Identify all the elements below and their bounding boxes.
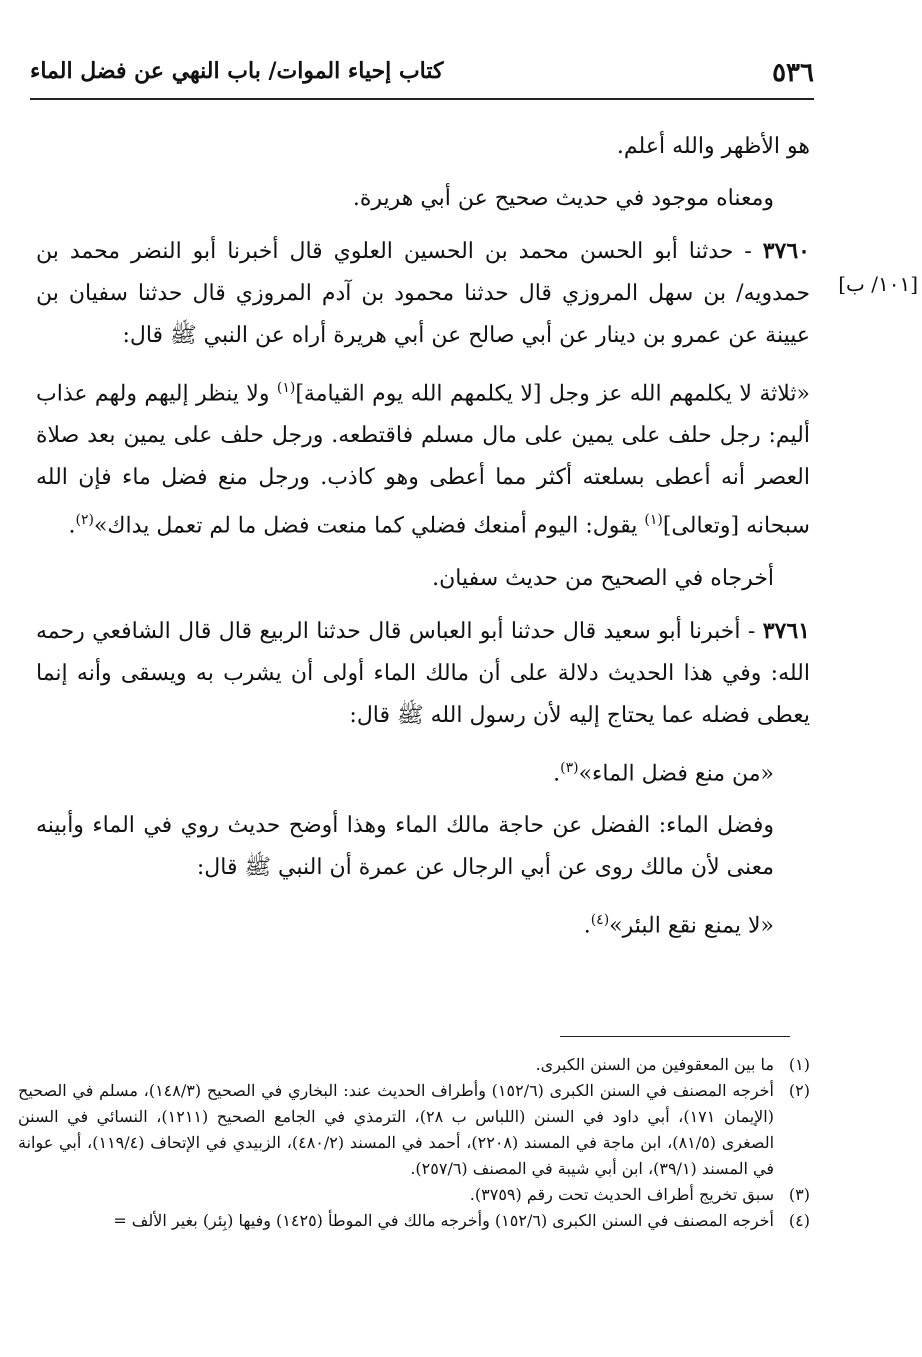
hadith-number: ٣٧٦١ [762,617,810,644]
hadith-number: ٣٧٦٠ [762,238,810,264]
footnote-1 [18,1052,810,1078]
footnote-ref: (٢) [75,512,94,529]
quote-text: «لا يمنع نقع البئر» [609,913,774,939]
quote-text: «من منع فضل الماء» [578,760,774,786]
footnote-3 [18,1182,810,1208]
quote-end: . [553,760,561,786]
footnote-ref: (١) [644,512,663,529]
main-text [36,126,810,957]
paragraph-fadl-explanation: وفضل الماء: الفضل عن حاجة مالك الماء وهذا أوضح حديث روي في الماء وأبينه معنى لأن مالك روى عن أبي الرجال عن عمرة أن النبي ﷺ قال: [36,812,774,880]
footnote-separator [560,1036,790,1037]
footnote-number: (٤) [788,1211,810,1230]
hadith-3760 [36,230,810,357]
hadith-3760-matn [36,367,810,548]
footnote-number: (٢) [788,1081,810,1100]
matn-part: «ثلاثة لا يكلمهم الله عز وجل [لا يكلمهم الله يوم القيامة] [295,381,810,407]
footnote-ref: (٤) [590,911,610,928]
footnote-text: ما بين المعقوفين من السنن الكبرى. [535,1055,774,1074]
matn-part: ولا ينظر إليهم ولهم عذاب أليم: رجل حلف على يمين على مال مسلم فاقتطعه. ورجل حلف على يمين بعد صلاة العصر أنه أعطى بسلعته أكثر مما أعطى وهو كاذب. ورجل منع فضل ماء فإن الله سبحانه [وتعالى] [36,381,810,539]
footnote-ref: (٣) [560,759,579,776]
page-header [30,52,814,100]
footnote-number: (١) [788,1055,810,1074]
manuscript-folio-note: [١٠١/ ب] [838,272,918,296]
quote-fadl-al-maa [36,747,810,795]
footnotes [18,1052,810,1234]
footnote-text: أخرجه المصنف في السنن الكبرى (١٥٢/٦) وأطراف الحديث عند: البخاري في الصحيح (١٤٨/٣)، مسلم في الصحيح (الإيمان ١٧١)، أبي داود في السنن (اللباس ب ٢٨)، الترمذي في الجامع الصحيح (١٢١١)، النسائي في السنن الصغرى (٨١/٥)، ابن ماجة في المسند (٢٢٠٨)، أحمد في المسند (٤٨٠/٢)، الزبيدي في الإتحاف (١١٩/٤)، أبي عوانة في المسند (٣٩/١)، ابن أبي شيبة في المصنف (٢٥٧/٦). [18,1081,775,1178]
matn-end: . [68,513,76,539]
quote-naq-al-bir [36,899,810,947]
footnote-2 [18,1078,810,1182]
paragraph-takhrij: أخرجاه في الصحيح من حديث سفيان. [432,565,774,591]
footnote-text: سبق تخريج أطراف الحديث تحت رقم (٣٧٥٩). [469,1185,774,1204]
footnote-number: (٣) [788,1185,810,1204]
matn-part: يقول: اليوم أمنعك فضلي كما منعت فضل ما لم تعمل يداك» [93,513,645,539]
paragraph-meaning: ومعناه موجود في حديث صحيح عن أبي هريرة. [352,186,774,211]
footnote-text: أخرجه المصنف في السنن الكبرى (١٥٢/٦) وأخرجه مالك في الموطأ (١٤٢٥) وفيها (بِئر) بغير الألف = [113,1211,774,1230]
page-number: ٥٣٦ [772,58,814,88]
quote-end: . [583,913,591,939]
footnote-ref: (١) [276,380,296,396]
running-title: كتاب إحياء الموات/ باب النهي عن فضل الماء [30,58,444,84]
footnote-4 [18,1208,810,1234]
hadith-text: - أخبرنا أبو سعيد قال حدثنا أبو العباس قال حدثنا الربيع قال قال الشافعي رحمه الله: وفي هذا الحديث دلالة على أن مالك الماء أولى أن يشرب به ويسقى وأنه إنما يعطى فضله عما يحتاج إليه لأن رسول الله ﷺ قال: [36,618,810,728]
paragraph-conclusion: هو الأظهر والله أعلم. [616,134,810,159]
hadith-3761 [36,610,810,737]
hadith-isnad: - حدثنا أبو الحسن محمد بن الحسين العلوي قال أخبرنا أبو النضر محمد بن حمدويه/ بن سهل المروزي قال حدثنا محمود بن آدم المروزي قال حدثنا سفيان بن عيينة عن عمرو بن دينار عن أبي صالح عن أبي هريرة أراه عن النبي ﷺ قال: [36,239,810,348]
